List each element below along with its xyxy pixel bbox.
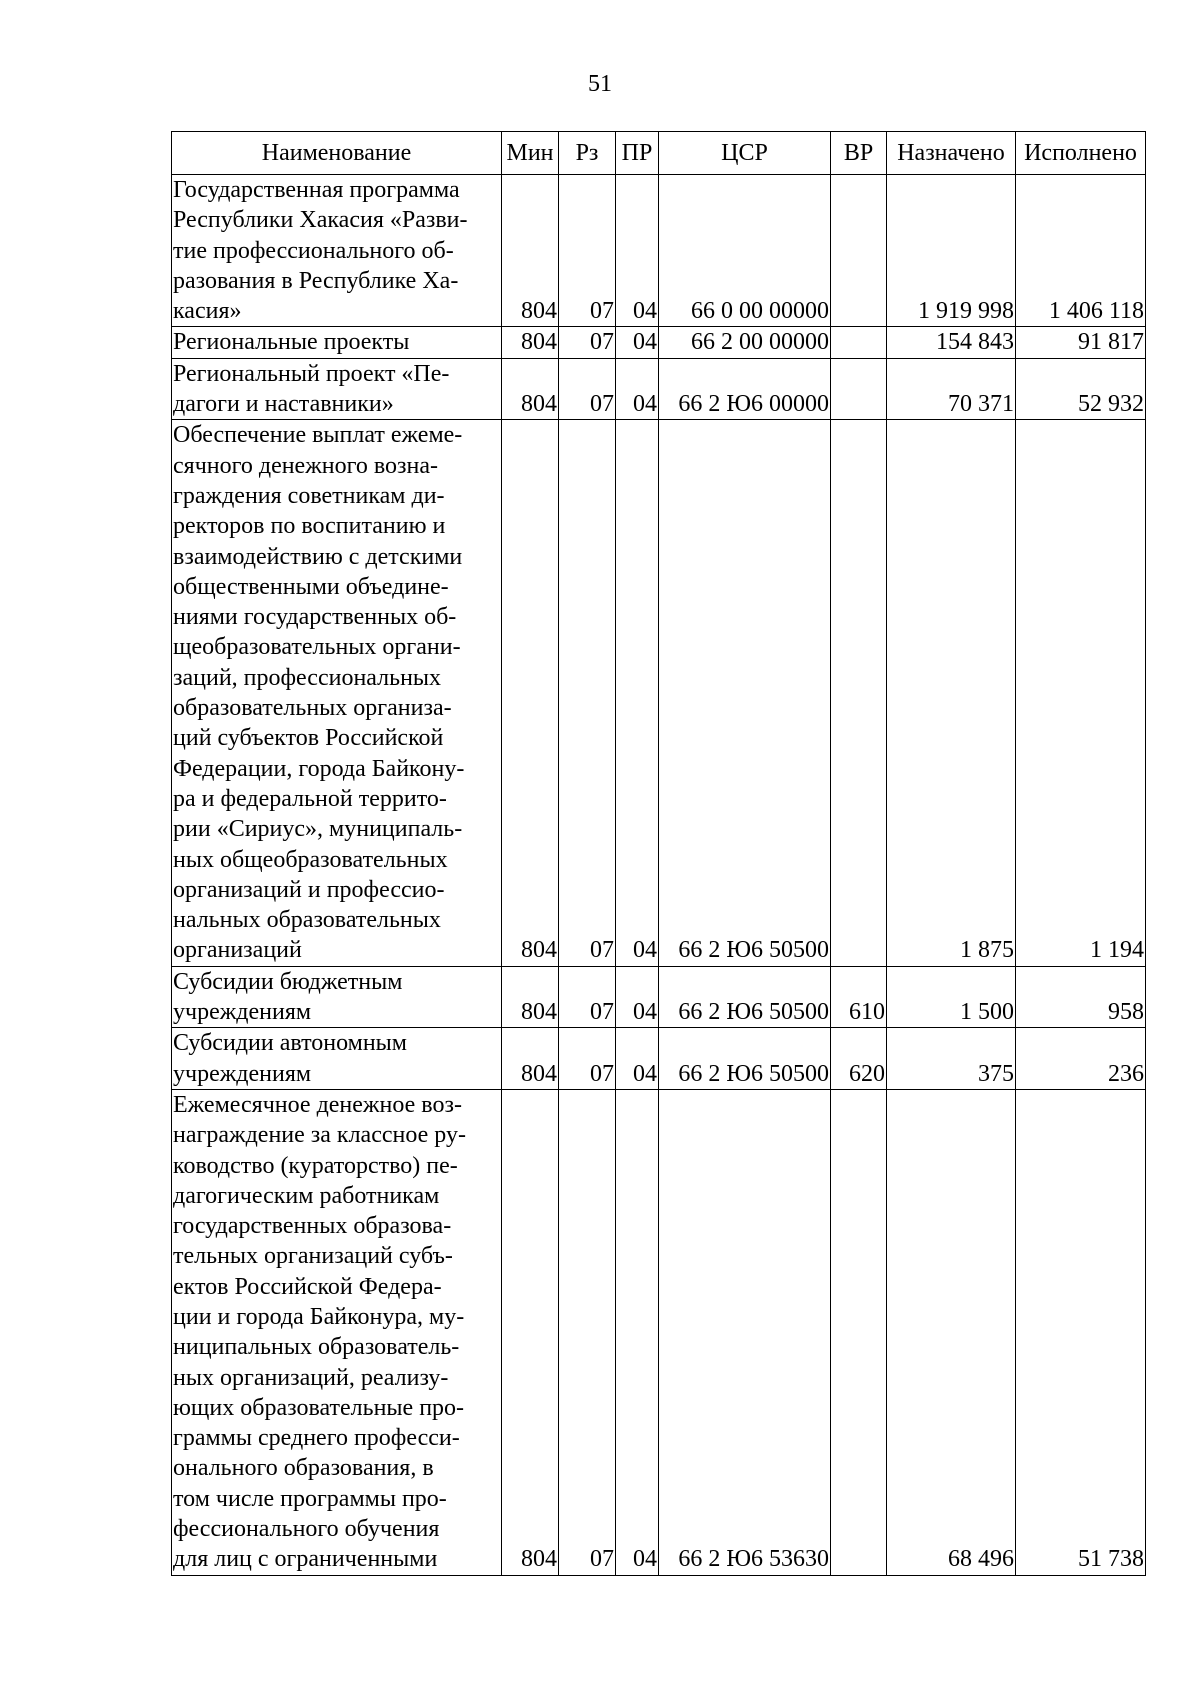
row-pr: 04 [616, 327, 659, 358]
row-rz: 07 [559, 358, 616, 420]
row-name: Региональные проекты [172, 327, 502, 358]
row-csr: 66 2 Ю6 50500 [659, 420, 831, 966]
row-vr [831, 358, 887, 420]
table-row [172, 1089, 1146, 1575]
row-assigned: 68 496 [887, 1089, 1016, 1575]
row-executed: 958 [1016, 966, 1146, 1028]
row-executed: 236 [1016, 1028, 1146, 1090]
row-vr [831, 327, 887, 358]
col-header-csr: ЦСР [659, 132, 831, 175]
row-min: 804 [502, 420, 559, 966]
row-csr: 66 0 00 00000 [659, 175, 831, 327]
row-rz: 07 [559, 327, 616, 358]
row-name: Ежемесячное денежное воз- награждение за классное ру- ководство (кураторство) пе- дагогическим работникам государственных образова- тельных организаций субъ- ектов Российской Федера- ции и города Байконура, му- ниципальных образователь- ных организаций, реализу- ющих образовательные про- граммы среднего професси- онального образования, в том числе программы про- фессионального обучения для лиц с ограниченными [172, 1089, 502, 1575]
row-csr: 66 2 Ю6 50500 [659, 1028, 831, 1090]
table-row [172, 420, 1146, 966]
row-assigned: 1 919 998 [887, 175, 1016, 327]
row-vr [831, 1089, 887, 1575]
col-header-rz: Рз [559, 132, 616, 175]
header-row [172, 132, 1146, 175]
row-csr: 66 2 Ю6 50500 [659, 966, 831, 1028]
row-csr: 66 2 00 00000 [659, 327, 831, 358]
row-vr: 620 [831, 1028, 887, 1090]
row-rz: 07 [559, 1028, 616, 1090]
row-vr: 610 [831, 966, 887, 1028]
row-executed: 51 738 [1016, 1089, 1146, 1575]
row-rz: 07 [559, 420, 616, 966]
row-assigned: 1 500 [887, 966, 1016, 1028]
row-rz: 07 [559, 1089, 616, 1575]
page-number: 51 [588, 71, 612, 97]
row-name: Субсидии автономным учреждениям [172, 1028, 502, 1090]
table-row [172, 358, 1146, 420]
row-pr: 04 [616, 420, 659, 966]
row-pr: 04 [616, 1028, 659, 1090]
row-executed: 91 817 [1016, 327, 1146, 358]
row-executed: 1 194 [1016, 420, 1146, 966]
row-min: 804 [502, 358, 559, 420]
table-row [172, 327, 1146, 358]
col-header-min: Мин [502, 132, 559, 175]
row-name: Региональный проект «Пе- дагоги и наставники» [172, 358, 502, 420]
table-row [172, 1028, 1146, 1090]
row-min: 804 [502, 1028, 559, 1090]
col-header-vr: ВР [831, 132, 887, 175]
row-assigned: 70 371 [887, 358, 1016, 420]
row-vr [831, 175, 887, 327]
row-min: 804 [502, 175, 559, 327]
row-executed: 52 932 [1016, 358, 1146, 420]
row-name: Обеспечение выплат ежеме- сячного денежного возна- граждения советникам ди- ректоров по воспитанию и взаимодействию с детскими общественными объедине- ниями государственных об- щеобразовательных органи- заций, профессиональных образовательных организа- ций субъектов Российской Федерации, города Байкону- ра и федеральной террито- рии «Сириус», муниципаль- ных общеобразовательных организаций и профессио- нальных образовательных организаций [172, 420, 502, 966]
col-header-pr: ПР [616, 132, 659, 175]
row-csr: 66 2 Ю6 00000 [659, 358, 831, 420]
col-header-executed: Исполнено [1016, 132, 1146, 175]
row-pr: 04 [616, 966, 659, 1028]
row-assigned: 1 875 [887, 420, 1016, 966]
row-executed: 1 406 118 [1016, 175, 1146, 327]
row-assigned: 375 [887, 1028, 1016, 1090]
col-header-assigned: Назначено [887, 132, 1016, 175]
row-rz: 07 [559, 966, 616, 1028]
row-csr: 66 2 Ю6 53630 [659, 1089, 831, 1575]
row-pr: 04 [616, 175, 659, 327]
col-header-name: Наименование [172, 132, 502, 175]
row-pr: 04 [616, 1089, 659, 1575]
row-name: Субсидии бюджетным учреждениям [172, 966, 502, 1028]
row-min: 804 [502, 1089, 559, 1575]
table-row [172, 175, 1146, 327]
row-vr [831, 420, 887, 966]
table-row [172, 966, 1146, 1028]
row-name: Государственная программа Республики Хакасия «Разви- тие профессионального об- разования в Республике Ха- касия» [172, 175, 502, 327]
row-rz: 07 [559, 175, 616, 327]
row-min: 804 [502, 327, 559, 358]
row-min: 804 [502, 966, 559, 1028]
row-assigned: 154 843 [887, 327, 1016, 358]
budget-table [171, 131, 1146, 1576]
row-pr: 04 [616, 358, 659, 420]
